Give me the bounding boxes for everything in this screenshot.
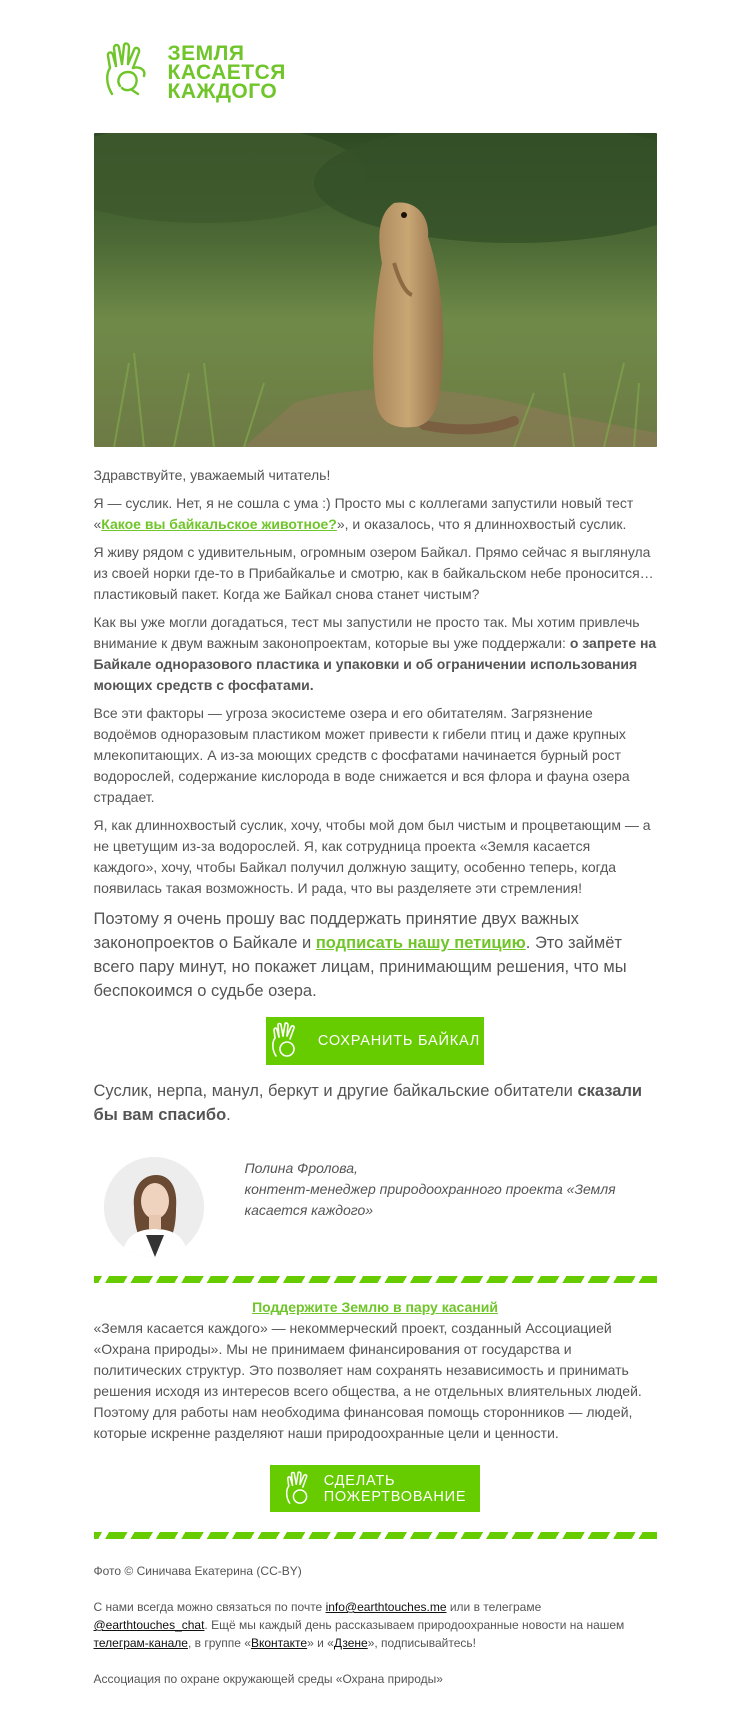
contact-text-f: », подписывайтесь!	[367, 1636, 477, 1650]
avatar	[104, 1157, 204, 1257]
p1-text-a: Я — суслик. Нет, я не сошла с ума :) Просто мы с коллегами запустили новый тест «	[93, 495, 634, 532]
signature-name: Полина Фролова,	[244, 1160, 358, 1176]
p7-text-b: .	[226, 1106, 231, 1124]
p7-text-a: Суслик, нерпа, манул, беркут и другие байкальские обитатели	[93, 1082, 578, 1100]
donate-label	[324, 1473, 467, 1505]
dzen-link[interactable]: Дзене	[333, 1636, 368, 1650]
signature-text	[245, 1157, 635, 1267]
paragraph-1	[94, 493, 657, 535]
p6-text-b: . Это займёт всего пару минут, но покажет лицам, принимающим решения, что мы беспокоимся о судьбе озера.	[93, 934, 627, 1000]
avatar-photo	[104, 1157, 204, 1257]
hand-icon	[284, 1471, 316, 1507]
photo-credit: Фото © Синичава Екатерина (CC-BY)	[93, 1564, 302, 1578]
save-baikal-label: СОХРАНИТЬ БАЙКАЛ	[317, 1032, 481, 1049]
logo-line-3: КАЖДОГО	[167, 79, 278, 103]
donate-row	[94, 1465, 657, 1512]
support-section	[94, 1297, 657, 1512]
support-title-link[interactable]: Поддержите Землю в пару касаний	[252, 1299, 498, 1315]
footer	[94, 1562, 657, 1688]
telegram-chat-link[interactable]: @earthtouches_chat	[93, 1618, 205, 1632]
contact-text-b: или в телеграме	[446, 1600, 542, 1614]
logo[interactable]	[94, 0, 657, 106]
paragraph-3	[94, 612, 657, 696]
quiz-link[interactable]: Какое вы байкальское животное?	[101, 516, 337, 532]
hand-icon	[270, 1022, 304, 1060]
donate-label-line-1: СДЕЛАТЬ	[323, 1472, 396, 1489]
greeting: Здравствуйте, уважаемый читатель!	[93, 467, 331, 483]
letter-body	[94, 465, 657, 1127]
logo-line-1: ЗЕМЛЯ	[167, 41, 245, 65]
p3-text-a: Как вы уже могли догадаться, тест мы запустили не просто так. Мы хотим привлечь внимание к двум важным законопроектам, которые вы уже поддержали:	[93, 614, 640, 651]
paragraph-6	[94, 907, 657, 1003]
p3-bold: о запрете на Байкале одноразового пластика и упаковки и об ограничении использования моющих средств с фосфатами.	[93, 635, 657, 693]
support-text: «Земля касается каждого» — некоммерческий проект, созданный Ассоциацией «Охрана природы». Мы не принимаем финансирования от государства и политических структур. Это позволяет нам сохранять независимость и принимать решения исходя из интересов всего общества, а не отдельных влиятельных людей. Поэтому для работы нам необходима финансовая помощь сторонников — людей, которые искренне разделяют наши природоохранные цели и ценности.	[93, 1320, 642, 1441]
email-container	[94, 0, 657, 1688]
donate-button[interactable]	[270, 1465, 480, 1512]
hero-image[interactable]	[94, 133, 657, 447]
divider-stripe	[94, 1532, 657, 1539]
p6-text-a: Поэтому я очень прошу вас поддержать принятие двух важных законопроектов о Байкале и	[93, 910, 579, 952]
p1-text-b: », и оказалось, что я длиннохвостый суслик.	[336, 516, 627, 532]
donate-label-line-2: ПОЖЕРТВОВАНИЕ	[323, 1488, 467, 1505]
paragraph-4: Все эти факторы — угроза экосистеме озера и его обитателям. Загрязнение водоёмов одноразовым пластиком может привести к гибели птиц и даже крупных млекопитающих. А из-за моющих средств с фосфатами начинается бурный рост водорослей, содержание кислорода в воде снижается и вся флора и фауна озера страдает.	[93, 705, 630, 805]
logo-text	[167, 41, 286, 103]
paragraph-5: Я, как длиннохвостый суслик, хочу, чтобы мой дом был чистым и процветающим — а не цветущим из-за водорослей. Я, как сотрудница проекта «Земля касается каждого», хочу, чтобы Байкал получил должную защиту, особенно теперь, когда появилась такая возможность. И рада, что вы разделяете эти стремления!	[93, 817, 651, 896]
association-name: Ассоциация по охране окружающей среды «Охрана природы»	[93, 1672, 443, 1686]
petition-link[interactable]: подписать нашу петицию	[315, 934, 526, 952]
email-link[interactable]: info@earthtouches.me	[325, 1600, 447, 1614]
signature	[94, 1157, 657, 1267]
hand-icon	[102, 42, 162, 102]
logo-line-2: КАСАЕТСЯ	[167, 60, 286, 84]
contact-text-c: . Ещё мы каждый день рассказываем природоохранные новости на нашем	[204, 1618, 625, 1632]
p7-bold: сказали бы вам спасибо	[93, 1082, 643, 1124]
save-baikal-button[interactable]	[266, 1017, 484, 1065]
gopher-photo	[94, 133, 657, 447]
contact-text-e: » и «	[307, 1636, 334, 1650]
telegram-channel-link[interactable]: телеграм-канале	[93, 1636, 188, 1650]
paragraph-7	[94, 1079, 657, 1127]
cta-row	[94, 1017, 657, 1065]
paragraph-2: Я живу рядом с удивительным, огромным озером Байкал. Прямо сейчас я выглянула из своей норки где-то в Прибайкалье и смотрю, как в байкальском небе проносится… пластиковый пакет. Когда же Байкал снова станет чистым?	[93, 544, 654, 602]
contact-text	[94, 1598, 657, 1652]
vk-link[interactable]: Вконтакте	[250, 1636, 308, 1650]
contact-text-d: , в группе «	[187, 1636, 251, 1650]
contact-text-a: С нами всегда можно связаться по почте	[93, 1600, 326, 1614]
divider-stripe	[94, 1276, 657, 1283]
signature-role: контент-менеджер природоохранного проекта «Земля касается каждого»	[244, 1181, 616, 1218]
